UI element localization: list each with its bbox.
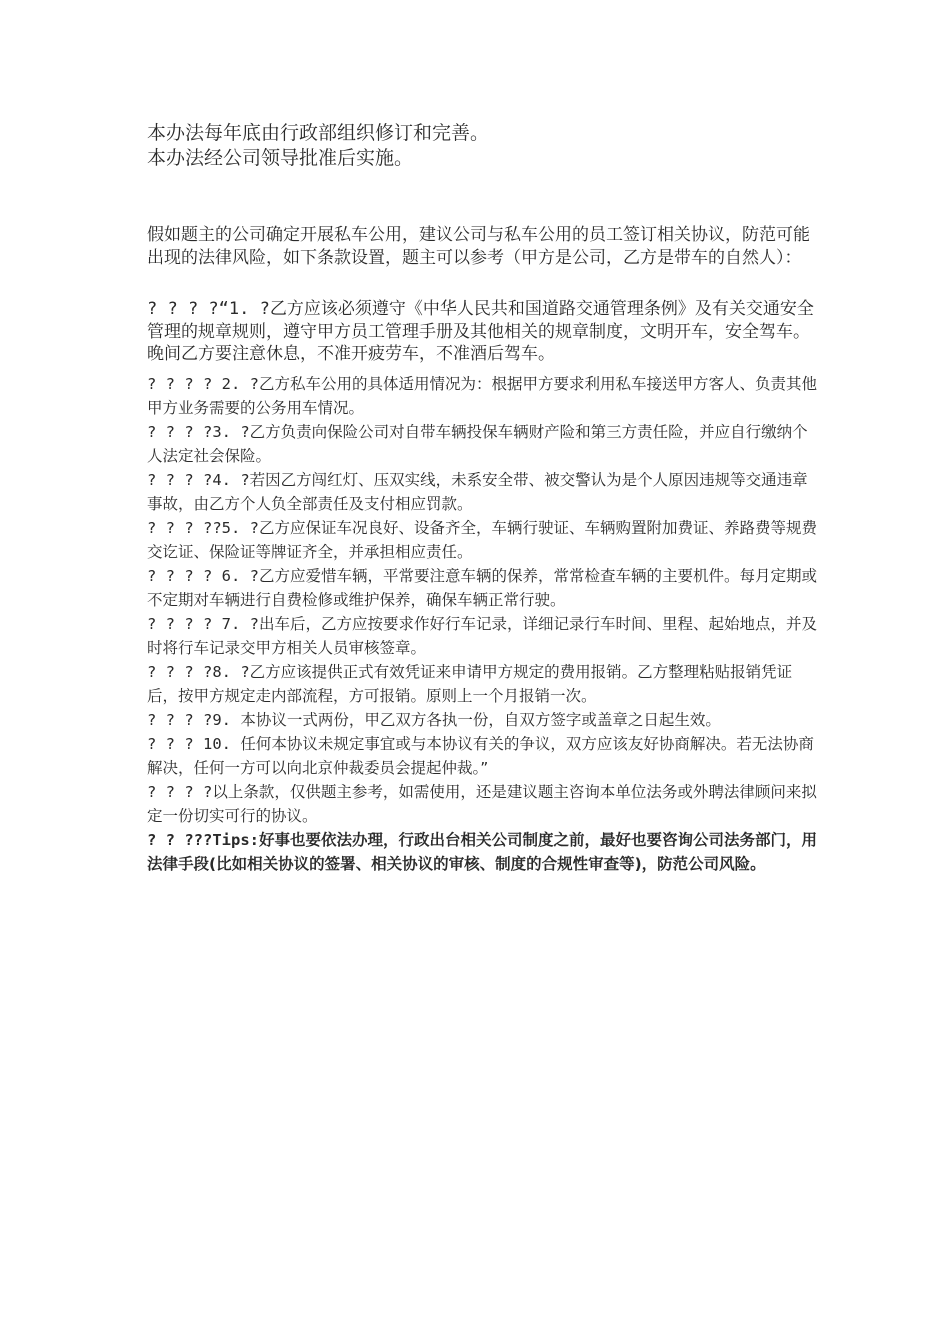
clause-8 — [147, 660, 817, 708]
clause-text: 若因乙方闯红灯、压双实线，未系安全带、被交警认为是个人原因违规等交通违章事故，由乙方个人负全部责任及支付相应罚款。 — [147, 470, 808, 513]
clause-text: 乙方应爱惜车辆，平常要注意车辆的保养，常常检查车辆的主要机件。每月定期或不定期对车辆进行自费检修或维护保养，确保车辆正常行驶。 — [147, 566, 817, 609]
tips-paragraph — [147, 828, 817, 876]
clause-2 — [147, 372, 817, 420]
clause-5 — [147, 516, 817, 564]
clause-text: 以上条款，仅供题主参考，如需使用，还是建议题主咨询本单位法务或外聘法律顾问来拟定一份切实可行的协议。 — [147, 782, 817, 825]
clause-text: 乙方应保证车况良好、设备齐全，车辆行驶证、车辆购置附加费证、养路费等规费交讫证、保险证等牌证齐全，并承担相应责任。 — [147, 518, 817, 561]
clause-prefix: ? ? ? ? 7. ? — [147, 614, 259, 633]
clause-text: 乙方应该必须遵守《中华人民共和国道路交通管理条例》及有关交通安全管理的规章规则，遵守甲方员工管理手册及其他相关的规章制度，文明开车，安全驾车。晚间乙方要注意休息，不准开疲劳车，不准酒后驾车。 — [147, 299, 814, 364]
lead-text: 假如题主的公司确定开展私车公用，建议公司与私车公用的员工签订相关协议，防范可能出现的法律风险，如下条款设置，题主可以参考（甲方是公司，乙方是带车的自然人）： — [147, 225, 810, 268]
clause-prefix: ? ? ? ?9. — [147, 710, 241, 729]
closing-note — [147, 780, 817, 828]
clause-prefix: ? ? ? ??5. ? — [147, 518, 259, 537]
intro-section — [147, 121, 847, 171]
clause-text: 乙方私车公用的具体适用情况为：根据甲方要求利用私车接送甲方客人、负责其他甲方业务需要的公务用车情况。 — [147, 374, 817, 417]
tips-text: 好事也要依法办理，行政出台相关公司制度之前，最好也要咨询公司法务部门，用法律手段(比如相关协议的签署、相关协议的审核、制度的合规性审查等)，防范公司风险。 — [147, 830, 817, 873]
clause-text: 本协议一式两份，甲乙双方各执一份，自双方签字或盖章之日起生效。 — [240, 710, 721, 729]
clause-text: 任何本协议未规定事宜或与本协议有关的争议，双方应该友好协商解决。若无法协商解决，任何一方可以向北京仲裁委员会提起仲裁。” — [147, 734, 814, 777]
clause-6 — [147, 564, 817, 612]
clause-9 — [147, 708, 817, 732]
clause-10 — [147, 732, 817, 780]
clause-prefix: ? ? ? 10. — [147, 734, 241, 753]
clause-prefix: ? ? ? ?“1. ? — [147, 299, 270, 319]
clause-prefix: ? ? ? ?3. ? — [147, 422, 250, 441]
clause-text: 乙方负责向保险公司对自带车辆投保车辆财产险和第三方责任险，并应自行缴纳个人法定社会保险。 — [147, 422, 808, 465]
lead-paragraph — [147, 224, 817, 270]
clause-prefix: ? ? ? ? 2. ? — [147, 374, 259, 393]
clause-text: 出车后，乙方应按要求作好行车记录，详细记录行车时间、里程、起始地点，并及时将行车记录交甲方相关人员审核签章。 — [147, 614, 817, 657]
intro-line-approval: 本办法经公司领导批准后实施。 — [147, 147, 414, 169]
clause-text: 乙方应该提供正式有效凭证来申请甲方规定的费用报销。乙方整理粘贴报销凭证后，按甲方规定走内部流程，方可报销。原则上一个月报销一次。 — [147, 662, 793, 705]
clause-prefix: ? ? ? ? 6. ? — [147, 566, 259, 585]
clause-prefix: ? ? ? ? — [147, 782, 213, 801]
clause-prefix: ? ? ? ?8. ? — [147, 662, 250, 681]
intro-line-revision: 本办法每年底由行政部组织修订和完善。 — [147, 122, 490, 144]
clause-7 — [147, 612, 817, 660]
clause-1 — [147, 298, 817, 366]
tips-prefix: ? ? ???Tips: — [147, 830, 259, 849]
clause-3 — [147, 420, 817, 468]
agreement-clauses — [147, 298, 817, 876]
clause-4 — [147, 468, 817, 516]
clause-prefix: ? ? ? ?4. ? — [147, 470, 250, 489]
